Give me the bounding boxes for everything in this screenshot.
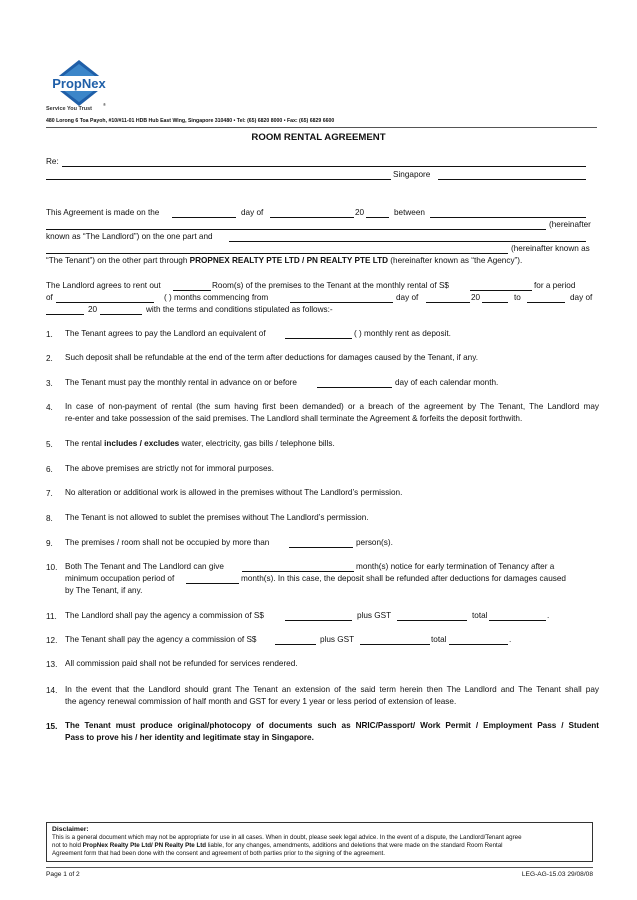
clause-5-text <box>65 440 335 448</box>
clause-6-number: 6. <box>46 465 53 474</box>
disclaimer-line-1: This is a general document which may not be appropriate for use in all cases. When in doubt, please seek legal advice. In the event of a dispute, the Landlord/Tenant agree <box>52 834 522 841</box>
clause-13-text: All commission paid shall not be refunded for services rendered. <box>65 659 298 668</box>
tenant-name-blank-1[interactable] <box>229 241 586 242</box>
clause-13-number: 13. <box>46 660 58 669</box>
p2-20: 20 <box>88 305 98 314</box>
clause-1-text-a: The Tenant agrees to pay the Landlord an equivalent of <box>65 329 266 338</box>
tenant-gst-blank[interactable] <box>360 644 430 645</box>
p2-text-a: The Landlord agrees to rent out <box>46 281 161 290</box>
min-period-blank[interactable] <box>186 583 239 584</box>
p1-tenant-a: “The Tenant”) on the other part through <box>46 256 190 265</box>
p1-tenant-line <box>46 257 522 265</box>
date-month-blank[interactable] <box>270 217 354 218</box>
clause-1-number: 1. <box>46 330 53 339</box>
occupants-blank[interactable] <box>289 547 353 548</box>
end-day-blank[interactable] <box>527 302 565 303</box>
date-year-blank[interactable] <box>366 217 389 218</box>
logo-tagline: Service You Trust <box>46 106 92 112</box>
clause-14-line-2: the agency renewal commission of half month and GST for every 1 year or less period of extension of lease. <box>65 697 457 706</box>
re-line-2[interactable] <box>46 179 391 180</box>
p1-text-d: between <box>394 208 425 217</box>
clause-5-number: 5. <box>46 440 53 449</box>
date-day-blank[interactable] <box>172 217 236 218</box>
clause-8-text: The Tenant is not allowed to sublet the premises without The Landlord’s permission. <box>65 513 369 522</box>
clause-15-line-1: The Tenant must produce original/photocopy of documents such as NRIC/Passport/ Work Permit / Employment Pass / Student <box>65 721 599 730</box>
clause-10-number: 10. <box>46 563 58 572</box>
landlord-name-blank-1[interactable] <box>430 217 586 218</box>
landlord-commission-blank[interactable] <box>285 620 352 621</box>
deposit-blank[interactable] <box>285 338 352 339</box>
clause-10-text-a: Both The Tenant and The Landlord can give <box>65 562 224 571</box>
clause-6-text: The above premises are strictly not for immoral purposes. <box>65 464 274 473</box>
tenant-name-blank-2[interactable] <box>46 253 508 254</box>
p1-text-a: This Agreement is made on the <box>46 208 160 217</box>
landlord-name-blank-2[interactable] <box>46 229 546 230</box>
end-year-blank[interactable] <box>100 314 142 315</box>
clause-12-text-a: The Tenant shall pay the agency a commission of S$ <box>65 635 257 644</box>
clause-12-text-d: . <box>509 635 512 644</box>
clause-12-text-c: total <box>431 635 447 644</box>
disclaimer-line-2b: liable, for any changes, amendments, additions and deletions that were made on the standard Room Rental <box>206 842 503 849</box>
p2-text-d: ( ) months commencing from <box>164 293 269 302</box>
re-line-1[interactable] <box>62 166 586 167</box>
singapore-label: Singapore <box>393 170 431 179</box>
p1-agency-names: PROPNEX REALTY PTE LTD / PN REALTY PTE LTD <box>189 256 389 265</box>
clause-5-text-a: The rental <box>65 439 105 448</box>
clause-15-line-2: Pass to prove his / her identity and legitimate stay in Singapore. <box>65 733 314 742</box>
disclaimer-line-3: Agreement form that had been done with the consent and agreement of both parties prior to the signing of the agreement. <box>52 850 385 857</box>
p2-text-e: day of <box>396 293 419 302</box>
p2-day-of: day of <box>570 293 593 302</box>
registered-mark: ® <box>103 102 106 107</box>
p1-known-as: known as “The Landlord”) on the one part and <box>46 232 213 241</box>
clause-4-line-1: In case of non-payment of rental (the sum having first been demanded) or a breach of the agreement by The Tenant, The Landlord may <box>65 402 599 411</box>
clause-3-text-b: day of each calendar month. <box>395 378 499 387</box>
company-address: 480 Lorong 6 Toa Payoh, #10/#11-01 HDB Hub East Wing, Singapore 310480 • Tel: (65) 6820 8000 • Fax: (65) 6829 6600 <box>46 118 335 124</box>
disclaimer-box <box>46 822 593 862</box>
p2-text-g: with the terms and conditions stipulated as follows:- <box>146 305 333 314</box>
commence-day-blank[interactable] <box>290 302 393 303</box>
clause-4-number: 4. <box>46 403 53 412</box>
tenant-commission-blank[interactable] <box>275 644 316 645</box>
clause-7-text: No alteration or additional work is allowed in the premises without The Landlord’s permission. <box>65 488 403 497</box>
tenant-total-blank[interactable] <box>449 644 508 645</box>
disclaimer-line-2a: not to hold <box>52 842 83 849</box>
payment-day-blank[interactable] <box>317 387 392 388</box>
clause-5-text-b: water, electricity, gas bills / telephone bills. <box>179 439 335 448</box>
notice-months-blank[interactable] <box>242 571 354 572</box>
landlord-total-blank[interactable] <box>489 620 546 621</box>
clause-12-number: 12. <box>46 636 58 645</box>
p1-tenant-b: (hereinafter known as “the Agency”). <box>388 256 523 265</box>
clause-12-text-b: plus GST <box>320 635 355 644</box>
clause-4-line-2: re-enter and take possession of the said premises. The Landlord shall terminate the Agreement & forfeits the deposit forthwith. <box>65 414 523 423</box>
p2-text-c: for a period <box>534 281 576 290</box>
document-title: ROOM RENTAL AGREEMENT <box>251 132 386 143</box>
p2-of: of <box>46 293 53 302</box>
p2-text-f: 20 <box>471 293 481 302</box>
clause-9-text-b: person(s). <box>356 538 393 547</box>
disclaimer-companies: PropNex Realty Pte Ltd/ PN Realty Pte Ltd <box>82 842 207 849</box>
disclaimer-heading: Disclaimer: <box>52 826 89 833</box>
p1-hereinafter-2: (hereinafter known as <box>511 244 590 253</box>
clause-10-text-d: month(s). In this case, the deposit shall be refunded after deductions for damages caused <box>241 574 566 583</box>
postal-line[interactable] <box>438 179 586 180</box>
page-number: Page 1 of 2 <box>46 871 80 878</box>
clause-10-text-b: month(s) notice for early termination of Tenancy after a <box>356 562 555 571</box>
period-blank[interactable] <box>56 302 154 303</box>
form-code: LEG-AG-15.03 29/08/08 <box>521 871 593 878</box>
clause-11-text-b: plus GST <box>357 611 392 620</box>
p1-text-c: 20 <box>355 208 365 217</box>
clause-15-number: 15. <box>46 722 58 731</box>
clause-2-text: Such deposit shall be refundable at the end of the term after deductions for damages caused by the Tenant, if any. <box>65 353 478 362</box>
end-month-blank[interactable] <box>46 314 84 315</box>
landlord-gst-blank[interactable] <box>397 620 467 621</box>
clause-9-text-a: The premises / room shall not be occupied by more than <box>65 538 270 547</box>
clause-3-number: 3. <box>46 379 53 388</box>
clause-11-text-c: total <box>472 611 488 620</box>
rooms-count-blank[interactable] <box>173 290 211 291</box>
p2-to: to <box>514 293 521 302</box>
clause-14-number: 14. <box>46 686 58 695</box>
commence-year-blank[interactable] <box>482 302 508 303</box>
clause-1-text-b: ( ) monthly rent as deposit. <box>354 329 451 338</box>
logo-text: PropNex <box>52 76 106 91</box>
clause-3-text-a: The Tenant must pay the monthly rental in advance on or before <box>65 378 297 387</box>
clause-2-number: 2. <box>46 354 53 363</box>
p1-hereinafter: (hereinafter <box>549 220 591 229</box>
clause-10-text-e: by The Tenant, if any. <box>65 586 143 595</box>
p2-text-b: Room(s) of the premises to the Tenant at the monthly rental of S$ <box>212 281 449 290</box>
p1-text-b: day of <box>241 208 264 217</box>
clause-10-text-c: minimum occupation period of <box>65 574 175 583</box>
clause-11-number: 11. <box>46 612 57 621</box>
clause-11-text-d: . <box>547 611 550 620</box>
commence-month-blank[interactable] <box>426 302 470 303</box>
clause-11-text-a: The Landlord shall pay the agency a commission of S$ <box>65 611 264 620</box>
clause-9-number: 9. <box>46 539 53 548</box>
re-label: Re: <box>46 157 59 166</box>
footer-divider <box>46 867 593 868</box>
header-divider <box>46 127 597 128</box>
clause-8-number: 8. <box>46 514 53 523</box>
clause-14-line-1: In the event that the Landlord should grant The Tenant an extension of the said term herein then The Landlord and The Tenant shall pay <box>65 685 599 694</box>
clause-7-number: 7. <box>46 489 53 498</box>
monthly-rental-blank[interactable] <box>470 290 532 291</box>
disclaimer-line-2 <box>52 842 587 850</box>
clause-5-bold: includes / excludes <box>104 439 180 448</box>
